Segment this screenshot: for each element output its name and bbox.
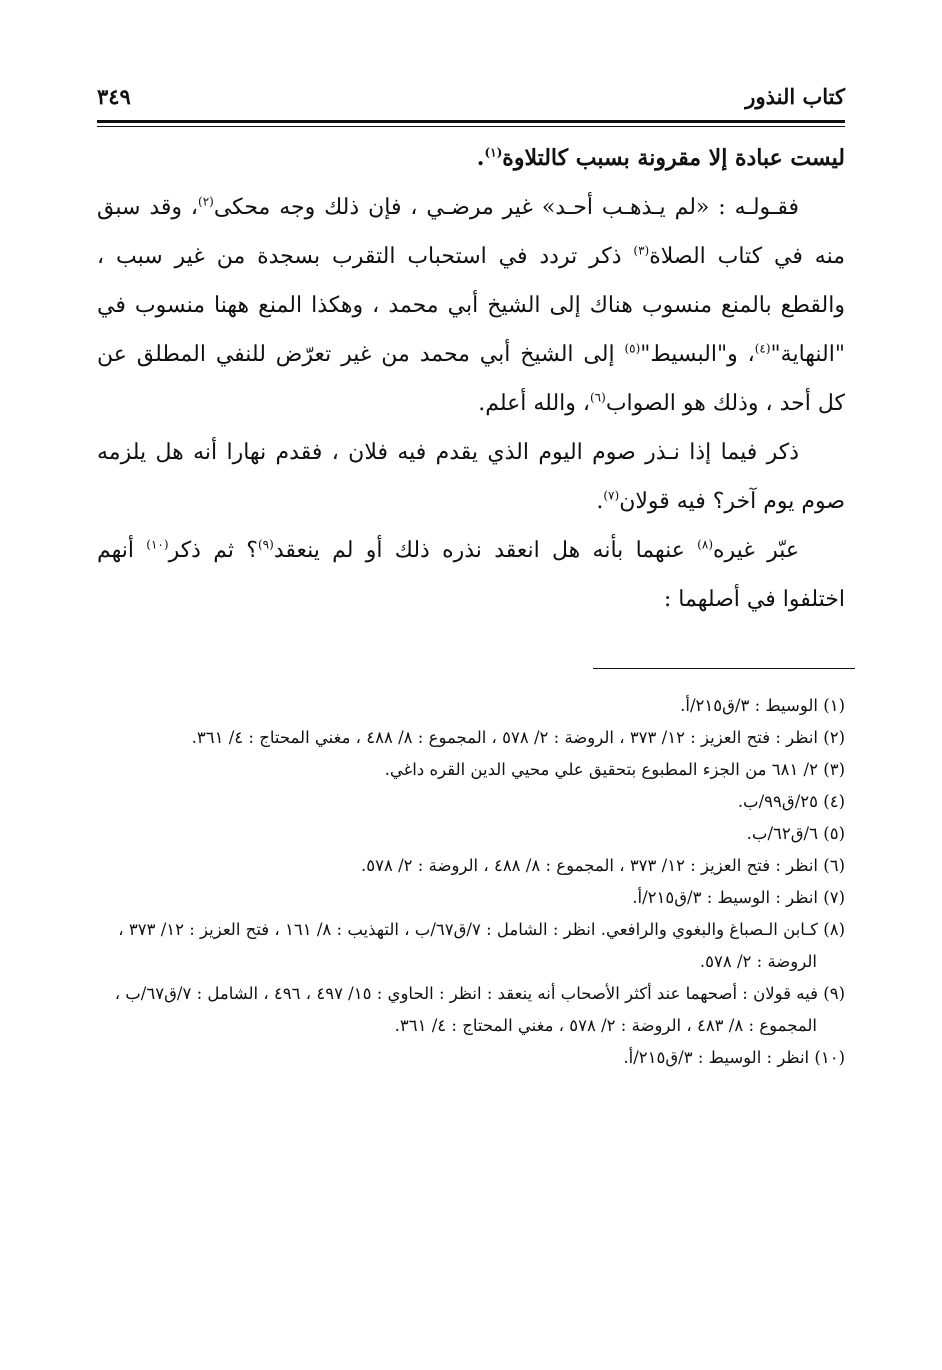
paragraph-2: فقـولـه : «لم يـذهـب أحـد» غير مرضـي ، فإن ذلك وجه محكى$^{(٢)}$، وقد سبق منه في كتاب الصلاة$^{(٣)}$ ذكر تردد في استحباب التقرب بسجدة من غير سبب ، والقطع بالمنع منسوب هناك إلى الشيخ أبي محمد ، وهكذا المنع ههنا منسوب في "النهاية"$^{(٤)}$، و"البسيط"$^{(٥)}$ إلى الشيخ أبي محمد من غير تعرّض للنفي المطلق عن كل أحد ، وذلك هو الصواب$^{(٦)}$، والله أعلم. (97, 194, 845, 416)
footnote-ref: (٧) (603, 488, 620, 503)
page-number: ٣٤٩ (97, 84, 131, 109)
paragraph-4: عبّر غيره$^{(٨)}$ عنهما بأنه هل انعقد نذره ذلك أو لم ينعقد$^{(٩)}$؟ ثم ذكر$^{(١٠)}$ أنهم اختلفوا في أصلهما : (97, 537, 845, 612)
footnote-ref: (٦) (589, 390, 606, 405)
footnote-1: (١) الوسيط : ٣/ق٢١٥/أ. (680, 696, 845, 715)
footnote-separator (593, 668, 855, 669)
footnote-ref: (٤) (754, 341, 771, 356)
footnote-ref: (١٠) (146, 537, 169, 552)
footnote-9: (٩) فيه قولان : أصحهما عند أكثر الأصحاب أنه ينعقد : انظر : الحاوي : ١٥/ ٤٩٧ ، ٤٩٦ ، الشامل : ٧/ق٦٧/ب ، المجموع : ٨/ ٤٨٣ ، الروضة : ٢/ ٥٧٨ ، مغني المحتاج : ٤/ ٣٦١. (114, 984, 845, 1035)
running-header (97, 84, 845, 118)
footnote-6: (٦) انظر : فتح العزيز : ١٢/ ٣٧٣ ، المجموع : ٨/ ٤٨٨ ، الروضة : ٢/ ٥٧٨. (361, 856, 845, 875)
footnote-ref: (٨) (697, 537, 713, 552)
footnote-ref: (١) (484, 145, 503, 160)
paragraph-3: ذكر فيما إذا نـذر صوم اليوم الذي يقدم فيه فلان ، فقدم نهارا أنه هل يلزمه صوم يوم آخر؟ فيه قولان$^{(٧)}$. (97, 440, 845, 514)
footnote-ref: (٩) (257, 537, 274, 552)
header-rule-thick (97, 120, 845, 123)
footnote-3: (٣) ٢/ ٦٨١ من الجزء المطبوع بتحقيق علي محيي الدين القره داغي. (384, 760, 845, 779)
footnote-5: (٥) ٦/ق٦٢/ب. (746, 824, 845, 843)
header-rule-thin (97, 126, 845, 127)
footnote-10: (١٠) انظر : الوسيط : ٣/ق٢١٥/أ. (623, 1048, 845, 1067)
footnote-ref: (٢) (198, 194, 214, 209)
footnote-7: (٧) انظر : الوسيط : ٣/ق٢١٥/أ. (632, 888, 845, 907)
footnote-ref: (٣) (633, 243, 650, 258)
paragraph-1: ليست عبادة إلا مقرونة بسبب كالتلاوة$^{(١)}$. (476, 145, 845, 171)
chapter-title: كتاب النذور (745, 84, 845, 109)
footnote-ref: (٥) (624, 341, 641, 356)
footnote-2: (٢) انظر : فتح العزيز : ١٢/ ٣٧٣ ، الروضة : ٢/ ٥٧٨ ، المجموع : ٨/ ٤٨٨ ، مغني المحتاج : ٤/ ٣٦١. (191, 728, 845, 747)
footnotes (97, 690, 845, 1074)
footnote-8: (٨) كـابن الـصباغ والبغوي والرافعي. انظر : الشامل : ٧/ق٦٧/ب ، التهذيب : ٨/ ١٦١ ، فتح العزيز : ١٢/ ٣٧٣ ، الروضة : ٢/ ٥٧٨. (118, 920, 845, 971)
footnote-4: (٤) ٢٥/ق٩٩/ب. (737, 792, 845, 811)
main-text (97, 134, 845, 624)
